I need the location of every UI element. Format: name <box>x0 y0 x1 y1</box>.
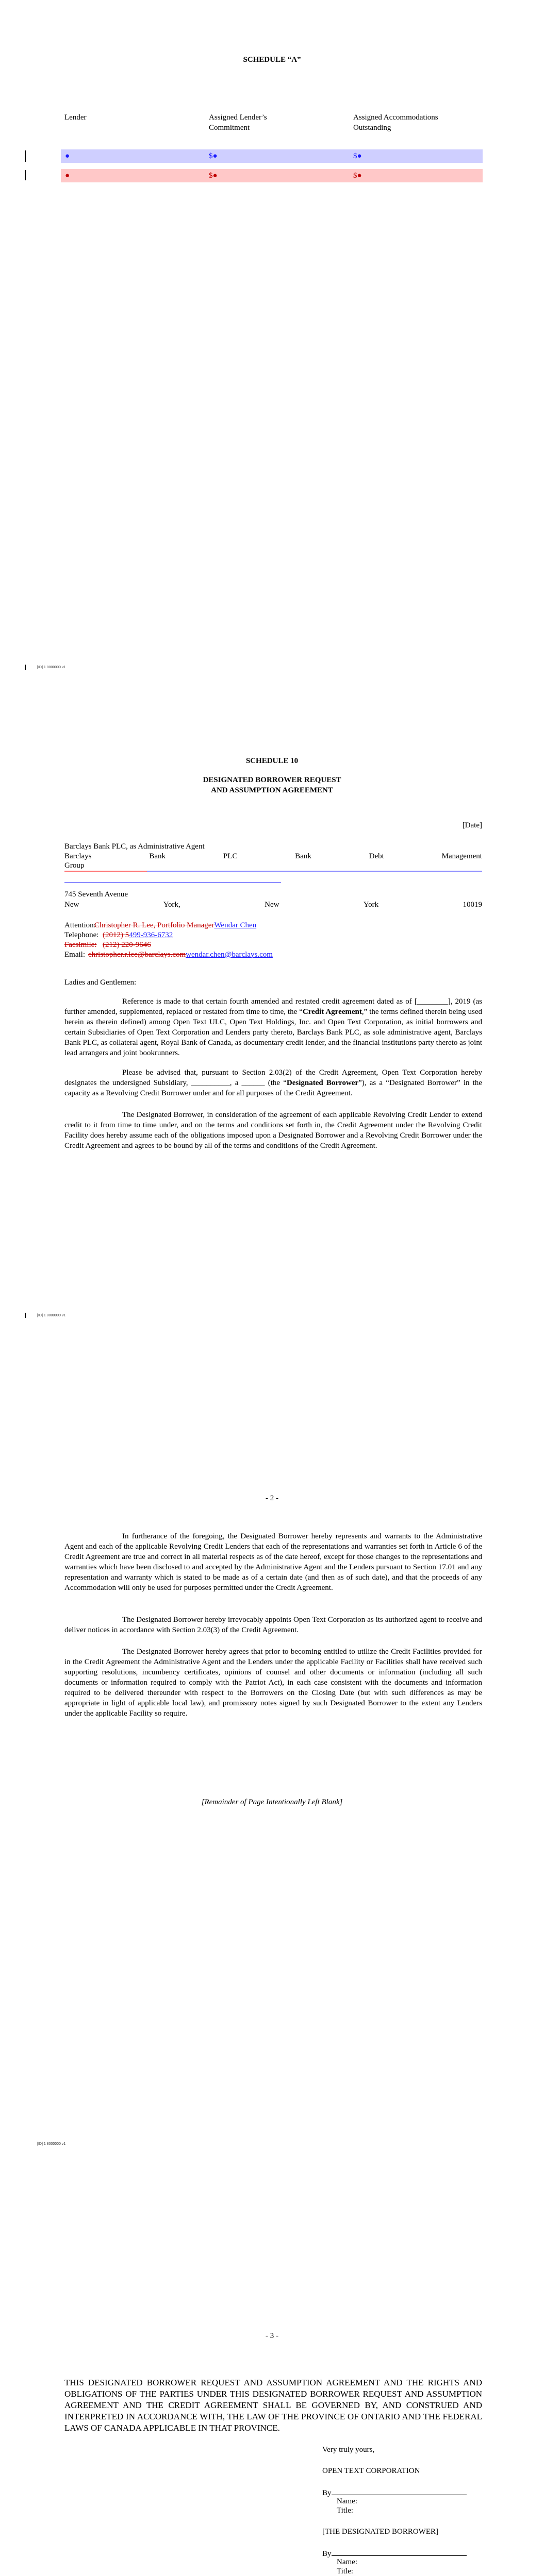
schedule-10-subtitle-1: DESIGNATED BORROWER REQUEST <box>203 776 341 784</box>
commitment-cell: $● <box>209 172 218 180</box>
attention-deleted: Christopher R. Lee, Portfolio Manager <box>94 921 215 929</box>
paragraph-conditions: The Designated Borrower hereby agrees that prior to becoming entitled to utilize the Credit Facilities provided for in the Credit Agreement the Administrative Agent and the Lenders under the applicable Facility or Facilities shall have received such supporting resolutions, incumbency certificates, opinions of counsel and other documents or information (including all such documents or information required to comply with the Patriot Act), in each case consistent with the documents and information required to be delivered thereunder with respect to the Borrowers on the Closing Date (but with such differences as may be appropriate in light of applicable local law), and promissory notes signed by such Designated Borrower to the extent any Lenders under the applicable Facility so require. <box>64 1648 482 1718</box>
paragraph-representations: In furtherance of the foregoing, the Designated Borrower hereby represents and warrants to the Administrative Agent and each of the applicable Revolving Credit Lenders that each of the representations and warranties set forth in Article 6 of the Credit Agreement are true and correct in all material respects as of the date hereof, except for those changes to the representations and warranties which have been disclosed to and accepted by the Administrative Agent and the Lenders pursuant to Section 17.01 and any representation and warranty which is stated to be made as of a certain date (and then as of such date), and that the proceeds of any Accommodation will only be used for purposes permitted under the Credit Agreement. <box>64 1532 482 1592</box>
inserted-line-marker <box>64 882 281 883</box>
paragraph-agent-appointment: The Designated Borrower hereby irrevocably appoints Open Text Corporation as its authorized agent to receive and deliver notices in accordance with Section 2.03(3) of the Credit Agreement. <box>64 1616 482 1634</box>
addressee-word: Bank <box>149 852 166 860</box>
company-name: OPEN TEXT CORPORATION <box>322 2467 420 2475</box>
facsimile-label: Facsimile: <box>64 941 97 949</box>
governing-law-clause: THIS DESIGNATED BORROWER REQUEST AND ASSUMPTION AGREEMENT AND THE RIGHTS AND OBLIGATIONS OF THE PARTIES UNDER THIS DESIGNATED BORROWER REQUEST AND ASSUMPTION AGREEMENT AND THE CREDIT AGREEMENT SHALL BE GOVERNED BY, AND CONSTRUED AND INTERPRETED IN ACCORDANCE WITH, THE LAW OF THE PROVINCE OF ONTARIO AND THE FEDERAL LAWS OF CANADA APPLICABLE IN THAT PROVINCE. <box>64 2378 482 2433</box>
email-deleted: christopher.r.lee@barclays.com <box>88 951 186 959</box>
by-label: By <box>322 2489 332 2497</box>
page-number: - 3 - <box>266 2332 278 2340</box>
telephone-label: Telephone: <box>64 931 99 939</box>
doc-id-footer: [ID] 1 8000000 v1 <box>37 666 66 669</box>
date-field: [Date] <box>462 821 482 829</box>
change-bar <box>25 1313 26 1318</box>
addressee-word: Bank <box>295 852 311 860</box>
addressee-line-2 <box>64 851 482 861</box>
doc-id-footer: [ID] 1 8000000 v1 <box>37 1314 66 1317</box>
city-word: New <box>265 901 279 909</box>
addressee-word: Management <box>441 852 482 860</box>
table-row <box>61 149 483 163</box>
change-bar <box>25 150 26 162</box>
paragraph-text: ”), as a “Designated Borrower” in the capacity as a Revolving Credit Borrower under and for all purposes of the Credit Agreement. <box>64 1079 483 1097</box>
commitment-cell: $● <box>209 152 218 160</box>
by-label: By <box>322 2550 332 2558</box>
street-address: 745 Seventh Avenue <box>64 890 128 899</box>
designated-borrower-placeholder: [THE DESIGNATED BORROWER] <box>322 2528 438 2536</box>
schedule-10-title: SCHEDULE 10 <box>245 757 299 765</box>
closing-phrase: Very truly yours, <box>322 2446 375 2454</box>
schedule-10-subtitle-2: AND ASSUMPTION AGREEMENT <box>211 786 333 794</box>
addressee-word: Debt <box>369 852 384 860</box>
col-header-outstanding: Assigned Accommodations Outstanding <box>353 113 438 132</box>
outstanding-cell: $● <box>353 172 362 180</box>
signer-name-label: Name: <box>337 2497 357 2505</box>
addressee-word: Barclays <box>64 852 92 860</box>
signer-title-label: Title: <box>337 2506 353 2515</box>
paragraph-text: ,” the terms defined therein being used herein as therein defined) among Open Text ULC, Open Text Holdings, Inc. and Open Text Corporation, as initial borrowers and certain Subsidiaries of Open Text Corporation and Lenders party thereto, Barclays Bank PLC, as sole administrative agent, Barclays Bank PLC, as collateral agent, Royal Bank of Canada, as documentary credit lender, and the financial institutions party thereto as joint lead arrangers and joint bookrunners. <box>64 1008 482 1057</box>
paragraph-designation <box>64 1067 482 1098</box>
paragraph-text: Please be advised that, pursuant to Section 2.03(2) of the Credit Agreement, Open Text Corporation hereby designates the undersigned Subsidiary, __________, a ______ (the “ <box>64 1069 482 1087</box>
signature-line <box>332 2548 467 2556</box>
city-line <box>64 900 482 910</box>
col-header-lender: Lender <box>64 113 87 122</box>
city-word: York <box>363 901 379 909</box>
remainder-notice: [Remainder of Page Intentionally Left Blank] <box>201 1798 343 1806</box>
email-label: Email: <box>64 951 85 959</box>
deleted-line-marker <box>64 871 147 872</box>
salutation: Ladies and Gentlemen: <box>64 978 137 987</box>
email-line <box>64 950 273 960</box>
telephone-line <box>64 930 173 940</box>
city-word: New <box>64 901 79 909</box>
signature-line <box>332 2487 467 2495</box>
change-bar <box>25 665 26 670</box>
city-word: 10019 <box>463 901 482 909</box>
table-row <box>61 169 483 182</box>
addressee-line-3: Group <box>64 861 85 870</box>
attention-line <box>64 920 256 930</box>
inserted-line-marker <box>147 871 482 872</box>
lender-cell: ● <box>65 152 70 160</box>
outstanding-cell: $● <box>353 152 362 160</box>
addressee-line-1: Barclays Bank PLC, as Administrative Agent <box>64 842 205 851</box>
email-inserted: wendar.chen@barclays.com <box>186 951 273 959</box>
schedule-a-title: SCHEDULE “A” <box>243 56 301 64</box>
attention-label: Attention: <box>64 921 96 929</box>
col-header-commitment: Assigned Lender’s Commitment <box>209 113 267 132</box>
lender-cell: ● <box>65 172 70 180</box>
signer-title-label: Title: <box>337 2567 353 2575</box>
defined-term: Credit Agreement <box>302 1008 362 1016</box>
facsimile-value: (212) 220-9646 <box>103 941 151 949</box>
signer-name-label: Name: <box>337 2558 357 2566</box>
telephone-inserted: 499-936-6732 <box>129 931 173 939</box>
page-number: - 2 - <box>266 1494 278 1502</box>
paragraph-text: Reference is made to that certain fourth amended and restated credit agreement dated as of [________], 2019 (as further amended, supplemented, replaced or restated from time to time, the “ <box>64 997 482 1016</box>
facsimile-line <box>64 940 151 950</box>
addressee-word: PLC <box>223 852 238 860</box>
change-bar <box>25 170 26 180</box>
doc-id-footer: [ID] 1 8000000 v1 <box>37 2142 66 2146</box>
city-word: York, <box>163 901 180 909</box>
attention-inserted: Wendar Chen <box>214 921 257 929</box>
paragraph-assumption: The Designated Borrower, in consideration of the agreement of each applicable Revolving Credit Lender to extend credit to it from time to time under, and on the terms and conditions set forth in, the Credit Agreement under the Revolving Credit Facility does hereby assume each of the obligations imposed upon a Designated Borrower and a Revolving Credit Borrower under the Credit Agreement and agrees to be bound by all of the terms and conditions of the Credit Agreement. <box>64 1111 482 1150</box>
defined-term: Designated Borrower <box>286 1079 359 1087</box>
paragraph-reference <box>64 996 482 1058</box>
telephone-deleted: (2012) 5 <box>103 931 129 939</box>
